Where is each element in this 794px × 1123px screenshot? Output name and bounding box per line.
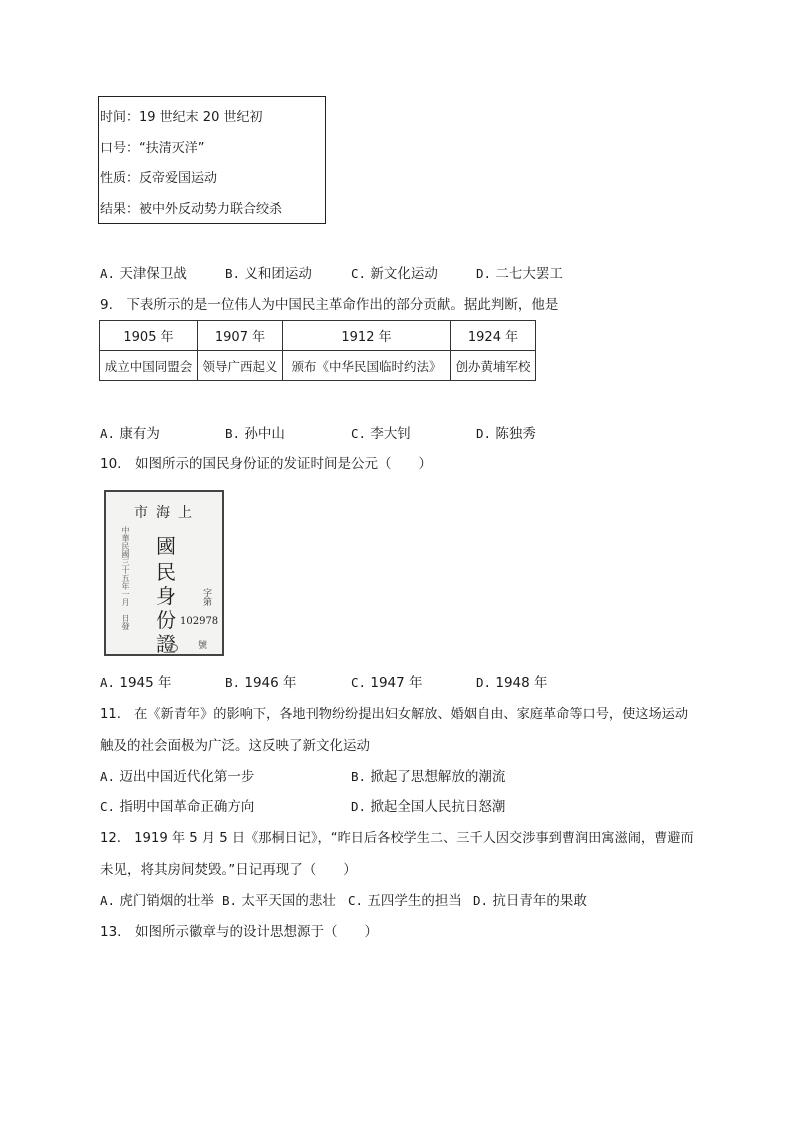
q10-stem: 10. 如图所示的国民身份证的发证时间是公元（ ） bbox=[100, 456, 432, 472]
option-letter: C. bbox=[348, 893, 364, 908]
q9-table bbox=[99, 320, 536, 381]
table-cell: 领导广西起义 bbox=[198, 351, 283, 381]
q9-option-b[interactable] bbox=[225, 422, 285, 442]
option-text: 康有为 bbox=[119, 426, 160, 442]
option-text: 太平天国的悲壮 bbox=[241, 893, 336, 909]
option-letter: D. bbox=[476, 266, 492, 281]
table-cell: 1912 年 bbox=[283, 321, 451, 351]
option-text: 掀起全国人民抗日怒潮 bbox=[370, 799, 506, 815]
option-text: 义和团运动 bbox=[244, 266, 312, 282]
option-letter: D. bbox=[351, 799, 367, 814]
option-text: 虎门销烟的壮举 bbox=[119, 893, 214, 909]
q8-option-d[interactable] bbox=[476, 262, 563, 282]
option-text: 陈独秀 bbox=[495, 426, 536, 442]
id-card-seal-mark bbox=[168, 644, 178, 652]
info-line-result: 结果：被中外反动势力联合绞杀 bbox=[100, 202, 283, 217]
id-card-title-char: 證 bbox=[156, 632, 176, 656]
option-letter: B. bbox=[222, 893, 238, 908]
option-letter: C. bbox=[351, 426, 367, 441]
id-card-issue-date: 中華民國三十五年一月 日發 bbox=[121, 526, 130, 630]
option-text: 新文化运动 bbox=[370, 266, 438, 282]
option-letter: B. bbox=[225, 675, 241, 690]
option-letter: B. bbox=[225, 426, 241, 441]
option-letter: A. bbox=[100, 769, 116, 784]
option-letter: D. bbox=[476, 426, 492, 441]
q9-stem: 9. 下表所示的是一位伟人为中国民主革命作出的部分贡献。据此判断，他是 bbox=[100, 297, 559, 313]
q13-stem: 13. 如图所示徽章与的设计思想源于（ ） bbox=[100, 924, 378, 940]
q9-option-d[interactable] bbox=[476, 422, 536, 442]
id-card-header: 市海上 bbox=[134, 505, 200, 521]
option-letter: C. bbox=[351, 675, 367, 690]
option-letter: B. bbox=[351, 769, 367, 784]
q11-option-d[interactable] bbox=[351, 795, 505, 815]
id-card-number-label: 字第 bbox=[201, 588, 211, 606]
option-text: 五四学生的担当 bbox=[367, 893, 462, 909]
table-cell: 成立中国同盟会 bbox=[100, 351, 198, 381]
option-text: 迈出中国近代化第一步 bbox=[119, 769, 255, 785]
q11-option-a[interactable] bbox=[100, 765, 254, 785]
option-text: 二七大罢工 bbox=[495, 266, 563, 282]
option-letter: B. bbox=[225, 266, 241, 281]
q12-stem-line1: 12. 1919 年 5 月 5 日《那桐日记》，“昨日后各校学生二、三千人因交涉事到曹润田寓滋闹，曹避而 bbox=[100, 831, 694, 846]
q12-option-d[interactable] bbox=[473, 889, 587, 909]
id-card-title-char: 份 bbox=[156, 608, 176, 632]
option-text: 抗日青年的果敢 bbox=[492, 893, 587, 909]
info-line-time: 时间：19 世纪末 20 世纪初 bbox=[100, 110, 263, 125]
option-letter: A. bbox=[100, 893, 116, 908]
option-text: 孙中山 bbox=[244, 426, 285, 442]
option-text: 掀起了思想解放的潮流 bbox=[370, 769, 506, 785]
q12-stem-line2: 未见，将其房间焚毁。”日记再现了（ ） bbox=[100, 862, 357, 878]
info-line-nature: 性质：反帝爱国运动 bbox=[100, 171, 218, 186]
table-cell: 创办黄埔军校 bbox=[451, 351, 536, 381]
q11-option-c[interactable] bbox=[100, 795, 254, 815]
q12-option-b[interactable] bbox=[222, 889, 336, 909]
q10-option-a[interactable] bbox=[100, 671, 172, 691]
option-letter: A. bbox=[100, 675, 116, 690]
table-row bbox=[100, 321, 536, 351]
table-cell: 1905 年 bbox=[100, 321, 198, 351]
option-text: 天津保卫战 bbox=[119, 266, 187, 282]
q12-option-a[interactable] bbox=[100, 889, 214, 909]
id-card-image bbox=[104, 490, 224, 656]
id-card-suffix: 號 bbox=[198, 641, 208, 651]
id-card-number: 102978 bbox=[180, 616, 219, 627]
option-text: 1945 年 bbox=[119, 675, 172, 691]
id-card-title-char: 國 bbox=[156, 534, 176, 558]
option-text: 1947 年 bbox=[370, 675, 423, 691]
option-text: 李大钊 bbox=[370, 426, 411, 442]
option-letter: A. bbox=[100, 426, 116, 441]
id-card-title-char: 身 bbox=[156, 584, 176, 608]
q10-option-d[interactable] bbox=[476, 671, 548, 691]
table-row bbox=[100, 351, 536, 381]
table-cell: 1924 年 bbox=[451, 321, 536, 351]
q10-option-c[interactable] bbox=[351, 671, 423, 691]
option-text: 1946 年 bbox=[244, 675, 297, 691]
option-text: 1948 年 bbox=[495, 675, 548, 691]
option-letter: C. bbox=[351, 266, 367, 281]
q12-option-c[interactable] bbox=[348, 889, 462, 909]
option-letter: D. bbox=[473, 893, 489, 908]
option-letter: D. bbox=[476, 675, 492, 690]
option-letter: A. bbox=[100, 266, 116, 281]
table-cell: 颁布《中华民国临时约法》 bbox=[283, 351, 451, 381]
q8-option-b[interactable] bbox=[225, 262, 312, 282]
q8-option-c[interactable] bbox=[351, 262, 438, 282]
q11-stem-line1: 11. 在《新青年》的影响下，各地刊物纷纷提出妇女解放、婚姻自由、家庭革命等口号，使这场运动 bbox=[100, 707, 689, 722]
info-line-slogan: 口号：“扶清灭洋” bbox=[100, 141, 205, 156]
q8-option-a[interactable] bbox=[100, 262, 187, 282]
q10-option-b[interactable] bbox=[225, 671, 297, 691]
q11-option-b[interactable] bbox=[351, 765, 505, 785]
table-cell: 1907 年 bbox=[198, 321, 283, 351]
option-letter: C. bbox=[100, 799, 116, 814]
id-card-title-char: 民 bbox=[156, 560, 176, 584]
option-text: 指明中国革命正确方向 bbox=[119, 799, 255, 815]
info-box bbox=[98, 96, 326, 224]
q9-option-a[interactable] bbox=[100, 422, 160, 442]
q11-stem-line2: 触及的社会面极为广泛。这反映了新文化运动 bbox=[100, 738, 370, 754]
q9-option-c[interactable] bbox=[351, 422, 411, 442]
